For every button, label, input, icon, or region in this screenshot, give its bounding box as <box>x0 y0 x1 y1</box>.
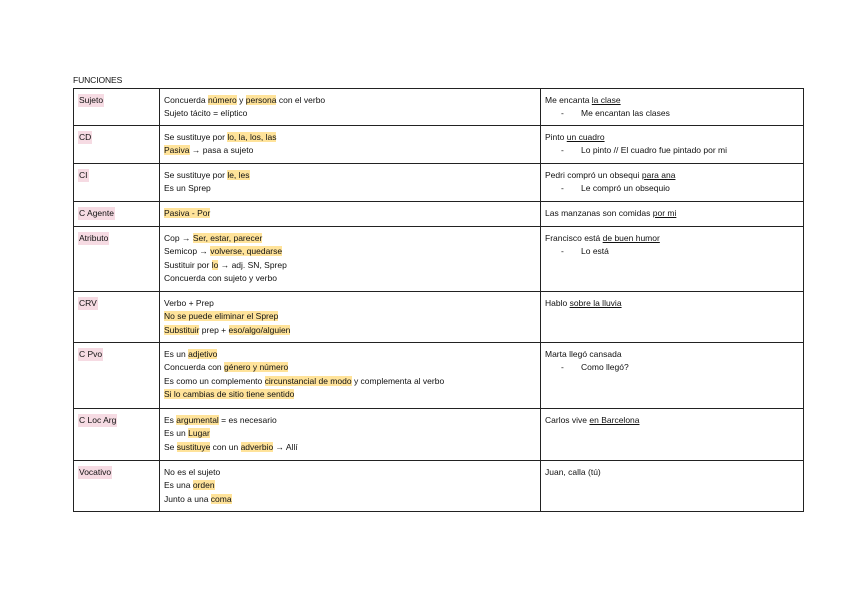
function-row <box>74 461 804 512</box>
function-example-cell <box>541 461 804 512</box>
text-segment: Cop → <box>164 233 193 243</box>
function-description-cell <box>160 89 541 126</box>
text-segment: con el verbo <box>276 95 326 105</box>
description-line <box>164 348 536 361</box>
function-row <box>74 227 804 292</box>
text-segment: → adj. SN, Sprep <box>218 259 287 270</box>
text-segment: Es <box>164 415 177 425</box>
text-segment: = es necesario <box>218 415 277 425</box>
bullet-dash: - <box>561 108 564 119</box>
description-line <box>164 427 536 440</box>
underlined-text: por mi <box>652 208 677 218</box>
example-line <box>545 169 799 182</box>
description-line <box>164 414 536 427</box>
function-example-cell <box>541 202 804 227</box>
underlined-text: un cuadro <box>566 132 605 142</box>
example-line <box>545 144 799 157</box>
text-segment: No es el sujeto <box>164 467 221 477</box>
text-segment: Carlos vive <box>545 415 590 425</box>
example-line <box>545 94 799 107</box>
highlighted-text: adjetivo <box>188 349 218 359</box>
function-description-cell <box>160 164 541 202</box>
highlighted-text: volverse, quedarse <box>210 246 283 257</box>
function-name: C Loc Arg <box>78 414 117 427</box>
highlighted-text: eso/algo/alguien <box>228 324 291 335</box>
highlighted-text: sustituye <box>176 441 211 452</box>
text-segment: Marta llegó cansada <box>545 349 622 359</box>
underlined-text: para ana <box>641 170 676 180</box>
function-example-cell <box>541 164 804 202</box>
description-line <box>164 144 536 157</box>
function-row <box>74 343 804 409</box>
description-line <box>164 479 536 492</box>
function-example-cell <box>541 89 804 126</box>
function-description-cell <box>160 461 541 512</box>
function-name-cell <box>74 227 160 292</box>
function-example-cell <box>541 343 804 409</box>
description-line <box>164 466 536 479</box>
function-name: CD <box>78 131 92 144</box>
underlined-text: de buen humor <box>602 233 660 243</box>
highlighted-text: Substituir <box>164 324 200 335</box>
example-line <box>545 182 799 195</box>
bullet-dash: - <box>561 246 564 257</box>
text-segment: Le compró un obsequio <box>581 183 670 194</box>
function-name-cell <box>74 292 160 343</box>
example-line <box>545 232 799 245</box>
text-segment: Es un <box>164 428 189 439</box>
highlighted-text: Pasiva - Por <box>164 208 211 218</box>
functions-table <box>73 88 804 512</box>
description-line <box>164 259 536 272</box>
text-segment: Concuerda con <box>164 362 225 373</box>
function-name-cell <box>74 343 160 409</box>
function-name-cell <box>74 89 160 126</box>
highlighted-text: No se puede eliminar el Sprep <box>164 311 279 322</box>
text-segment: Verbo + Prep <box>164 298 214 308</box>
highlighted-text: coma <box>210 493 232 504</box>
function-example-cell <box>541 409 804 461</box>
description-line <box>164 272 536 285</box>
highlighted-text: número <box>207 95 237 105</box>
example-line <box>545 414 799 427</box>
function-name: C Agente <box>78 207 115 220</box>
text-segment: Francisco está <box>545 233 603 243</box>
highlighted-text: Lugar <box>188 428 210 439</box>
example-line <box>545 245 799 258</box>
example-line <box>545 207 799 220</box>
description-line <box>164 131 536 144</box>
text-segment: → pasa a sujeto <box>189 145 254 156</box>
functions-table-body <box>74 89 804 512</box>
example-line <box>545 297 799 310</box>
text-segment: Se sustituye por <box>164 132 228 142</box>
text-segment: Hablo <box>545 298 570 308</box>
function-name: Sujeto <box>78 94 104 107</box>
description-line <box>164 310 536 323</box>
function-example-cell <box>541 292 804 343</box>
text-segment: Lo está <box>581 246 609 257</box>
description-line <box>164 388 536 401</box>
highlighted-text: lo, la, los, las <box>227 132 277 142</box>
function-example-cell <box>541 227 804 292</box>
highlighted-text: orden <box>192 480 215 491</box>
underlined-text: sobre la lluvia <box>569 298 622 308</box>
function-row <box>74 202 804 227</box>
description-line <box>164 245 536 258</box>
function-name-cell <box>74 126 160 164</box>
text-segment: Sustituir por <box>164 259 212 270</box>
text-segment: Es un <box>164 349 189 359</box>
function-description-cell <box>160 227 541 292</box>
description-line <box>164 182 536 195</box>
underlined-text: en Barcelona <box>589 415 640 425</box>
function-name: Atributo <box>78 232 109 245</box>
text-segment: Como llegó? <box>581 362 629 373</box>
description-line <box>164 107 536 120</box>
function-row <box>74 164 804 202</box>
text-segment: Es una <box>164 480 193 491</box>
description-line <box>164 169 536 182</box>
text-segment: → Allí <box>273 441 298 452</box>
bullet-dash: - <box>561 183 564 194</box>
function-row <box>74 292 804 343</box>
highlighted-text: Ser, estar, parecer <box>192 233 263 243</box>
description-line <box>164 207 536 220</box>
function-name-cell <box>74 461 160 512</box>
text-segment: Concuerda con sujeto y verbo <box>164 273 277 284</box>
function-name: CI <box>78 169 89 182</box>
function-name: Vocativo <box>78 466 112 479</box>
text-segment: Sujeto tácito = elíptico <box>164 108 248 119</box>
description-line <box>164 375 536 388</box>
text-segment: y complementa al verbo <box>351 375 445 386</box>
text-segment: Es como un complemento <box>164 375 265 386</box>
function-name-cell <box>74 202 160 227</box>
text-segment: Me encanta <box>545 95 592 105</box>
highlighted-text: circunstancial de modo <box>264 375 352 386</box>
highlighted-text: lo <box>211 259 219 270</box>
text-segment: Me encantan las clases <box>581 108 670 119</box>
highlighted-text: adverbio <box>240 441 274 452</box>
text-segment: Pinto <box>545 132 567 142</box>
text-segment: Es un Sprep <box>164 183 211 194</box>
text-segment: Juan, calla (tú) <box>545 467 601 477</box>
function-row <box>74 409 804 461</box>
bullet-dash: - <box>561 362 564 373</box>
text-segment: Pedri compró un obsequi <box>545 170 642 180</box>
description-line <box>164 324 536 337</box>
description-line <box>164 297 536 310</box>
text-segment: y <box>236 95 246 105</box>
text-segment: Semicop → <box>164 246 211 257</box>
text-segment: Lo pinto // El cuadro fue pintado por mi <box>581 145 728 156</box>
underlined-text: la clase <box>591 95 621 105</box>
text-segment: Concuerda <box>164 95 208 105</box>
example-line <box>545 131 799 144</box>
function-description-cell <box>160 343 541 409</box>
text-segment: Junto a una <box>164 493 211 504</box>
function-row <box>74 89 804 126</box>
text-segment: Las manzanas son comidas <box>545 208 653 218</box>
function-description-cell <box>160 202 541 227</box>
function-name-cell <box>74 164 160 202</box>
description-line <box>164 232 536 245</box>
function-example-cell <box>541 126 804 164</box>
text-segment: Se <box>164 441 177 452</box>
example-line <box>545 361 799 374</box>
highlighted-text: le, les <box>227 170 250 180</box>
function-name: CRV <box>78 297 98 310</box>
function-row <box>74 126 804 164</box>
text-segment: prep + <box>199 324 229 335</box>
document-heading: FUNCIONES <box>73 75 123 85</box>
description-line <box>164 441 536 454</box>
highlighted-text: Si lo cambias de sitio tiene sentido <box>164 389 295 400</box>
text-segment: con un <box>210 441 241 452</box>
function-name: C Pvo <box>78 348 103 361</box>
highlighted-text: Pasiva <box>164 145 190 156</box>
function-name-cell <box>74 409 160 461</box>
description-line <box>164 493 536 506</box>
function-description-cell <box>160 126 541 164</box>
highlighted-text: persona <box>245 95 277 105</box>
example-line <box>545 107 799 120</box>
highlighted-text: género y número <box>224 362 289 373</box>
function-description-cell <box>160 409 541 461</box>
example-line <box>545 466 799 479</box>
description-line <box>164 361 536 374</box>
example-line <box>545 348 799 361</box>
bullet-dash: - <box>561 145 564 156</box>
text-segment: Se sustituye por <box>164 170 228 180</box>
highlighted-text: argumental <box>176 415 219 425</box>
function-description-cell <box>160 292 541 343</box>
description-line <box>164 94 536 107</box>
